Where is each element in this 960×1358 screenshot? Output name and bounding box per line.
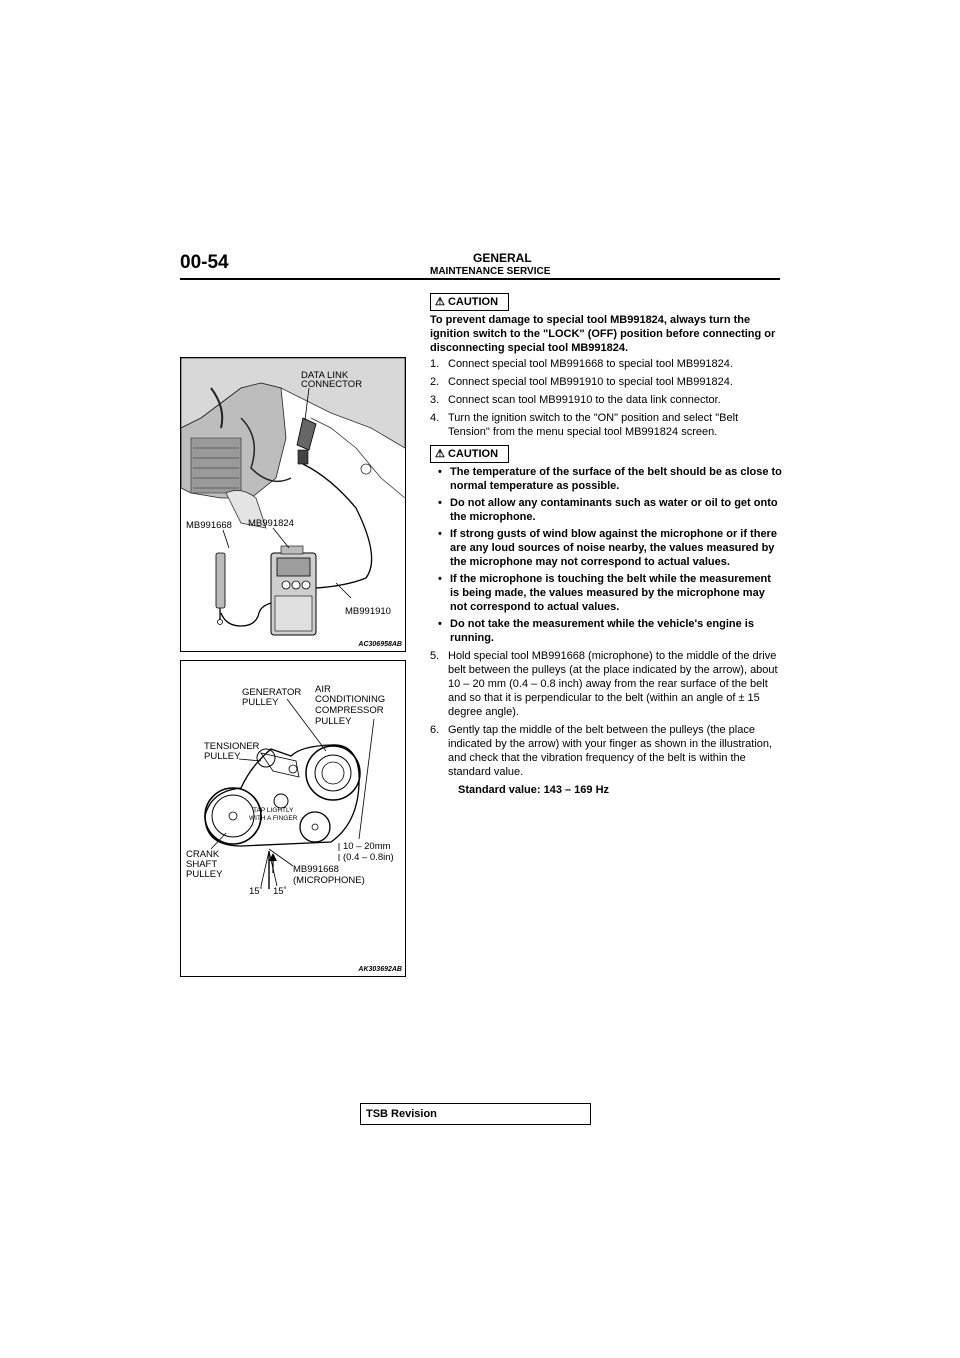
step-text: Gently tap the middle of the belt between the pulleys (the place indicated by the arrow) with your finger as shown in the illustration, and check that the vibration frequency of the belt is within the standard value.	[448, 724, 773, 778]
caution-box-2	[430, 445, 509, 463]
section-title	[430, 251, 630, 279]
bullet-item: • The temperature of the surface of the belt should be as close to normal temperature as possible.	[438, 466, 782, 492]
bullet-item: • Do not take the measurement while the vehicle's engine is running.	[438, 618, 754, 644]
step-text: Connect scan tool MB991910 to the data link connector.	[448, 394, 721, 406]
label-tap-lightly: TAP LIGHTLY	[253, 807, 294, 814]
label-generator-pulley: PULLEY	[242, 697, 279, 708]
figure-code: AK303692AB	[358, 966, 402, 973]
label-compressor-pulley: PULLEY	[315, 716, 352, 727]
label-tensioner: TENSIONER	[204, 741, 260, 752]
label-angle-right: 15˚	[273, 886, 287, 897]
caution-box-1	[430, 293, 509, 311]
label-conditioning: CONDITIONING	[315, 694, 386, 705]
step-number: 4.	[430, 412, 440, 424]
label-mb991910: MB991910	[345, 606, 391, 617]
page-number: 00-54	[180, 252, 229, 273]
label-mb991824: MB991824	[248, 518, 294, 529]
bullet-text: The temperature of the surface of the belt should be as close to normal temperature as possible.	[450, 466, 782, 492]
instructions-column	[430, 293, 782, 797]
steps-list-b	[430, 649, 782, 779]
label-angle-left: 15˚	[249, 886, 263, 897]
step-item	[430, 375, 782, 389]
caution-bullets	[430, 465, 782, 645]
step-number: 6.	[430, 724, 440, 736]
label-with-finger: WITH A FINGER	[249, 815, 298, 822]
caution-label: CAUTION	[447, 448, 499, 460]
label-connector: CONNECTOR	[301, 379, 363, 390]
step-text: Connect special tool MB991668 to special tool MB991824.	[448, 358, 733, 370]
label-compressor: COMPRESSOR	[315, 705, 384, 716]
step-number: 5.	[430, 650, 440, 662]
step-item	[430, 411, 782, 439]
section-name: GENERAL	[473, 251, 532, 265]
warning-icon: ⚠	[435, 296, 445, 308]
bullet-item: • Do not allow any contaminants such as water or oil to get onto the microphone.	[438, 497, 778, 523]
bullet-text: If the microphone is touching the belt while the measurement is being made, the values measured by the microphone may not correspond to actual values.	[450, 573, 771, 613]
bullet-text: If strong gusts of wind blow against the microphone or if there are any loud sources of noise nearby, the values measured by the microphone may not correspond to actual values.	[450, 528, 777, 568]
subsection-name: MAINTENANCE SERVICE	[430, 266, 551, 277]
figure-belt-measurement	[180, 660, 406, 977]
step-item	[430, 723, 782, 779]
step-item	[430, 393, 782, 407]
header-rule	[180, 278, 780, 280]
bullet-item: • If strong gusts of wind blow against the microphone or if there are any loud sources of noise nearby, the values measured by the microphone may not correspond to actual values.	[438, 528, 777, 568]
standard-value: Standard value: 143 – 169 Hz	[458, 784, 610, 796]
label-data-link: DATA LINK	[301, 370, 349, 381]
label-crank: CRANK	[186, 849, 220, 860]
step-text: Hold special tool MB991668 (microphone) to the middle of the drive belt between the pulleys (at the place indicated by the arrow), about 10 – 20 mm (0.4 – 0.8 inch) away from the rear surface of the belt and so that it is perpendicular to the belt (within an angle of ± 15 degree angle).	[448, 650, 778, 718]
label-crank-pulley: PULLEY	[186, 869, 223, 880]
label-mic-tool: MB991668	[293, 864, 339, 875]
label-mb991668: MB991668	[186, 520, 232, 531]
label-shaft: SHAFT	[186, 859, 218, 870]
bullet-text: Do not allow any contaminants such as water or oil to get onto the microphone.	[450, 497, 778, 523]
warning-icon: ⚠	[435, 448, 445, 460]
label-tensioner-pulley: PULLEY	[204, 751, 241, 762]
step-number: 1.	[430, 358, 440, 370]
caution-label: CAUTION	[447, 296, 499, 308]
step-number: 3.	[430, 394, 440, 406]
steps-list-a	[430, 357, 782, 439]
bullet-item: • If the microphone is touching the belt while the measurement is being made, the values measured by the microphone may not correspond to actual values.	[438, 573, 771, 613]
figure-code: AC306958AB	[358, 641, 402, 648]
figure-scan-tool-connection	[180, 357, 406, 652]
label-generator: GENERATOR	[242, 687, 302, 698]
label-microphone: (MICROPHONE)	[293, 875, 365, 886]
step-item	[430, 357, 782, 371]
label-air: AIR	[315, 684, 331, 695]
tsb-revision-box: TSB Revision	[360, 1103, 591, 1125]
step-text: Turn the ignition switch to the "ON" position and select "Belt Tension" from the menu special tool MB991824 screen.	[448, 412, 739, 438]
label-distance-mm: 10 – 20mm	[343, 841, 391, 852]
step-number: 2.	[430, 376, 440, 388]
caution-text-1: To prevent damage to special tool MB991824, always turn the ignition switch to the "LOCK" (OFF) position before connecting or disconnecting special tool MB991824.	[430, 314, 776, 354]
label-distance-in: (0.4 – 0.8in)	[343, 852, 394, 863]
step-text: Connect special tool MB991910 to special tool MB991824.	[448, 376, 733, 388]
bullet-text: Do not take the measurement while the vehicle's engine is running.	[450, 618, 754, 644]
step-item	[430, 649, 782, 719]
